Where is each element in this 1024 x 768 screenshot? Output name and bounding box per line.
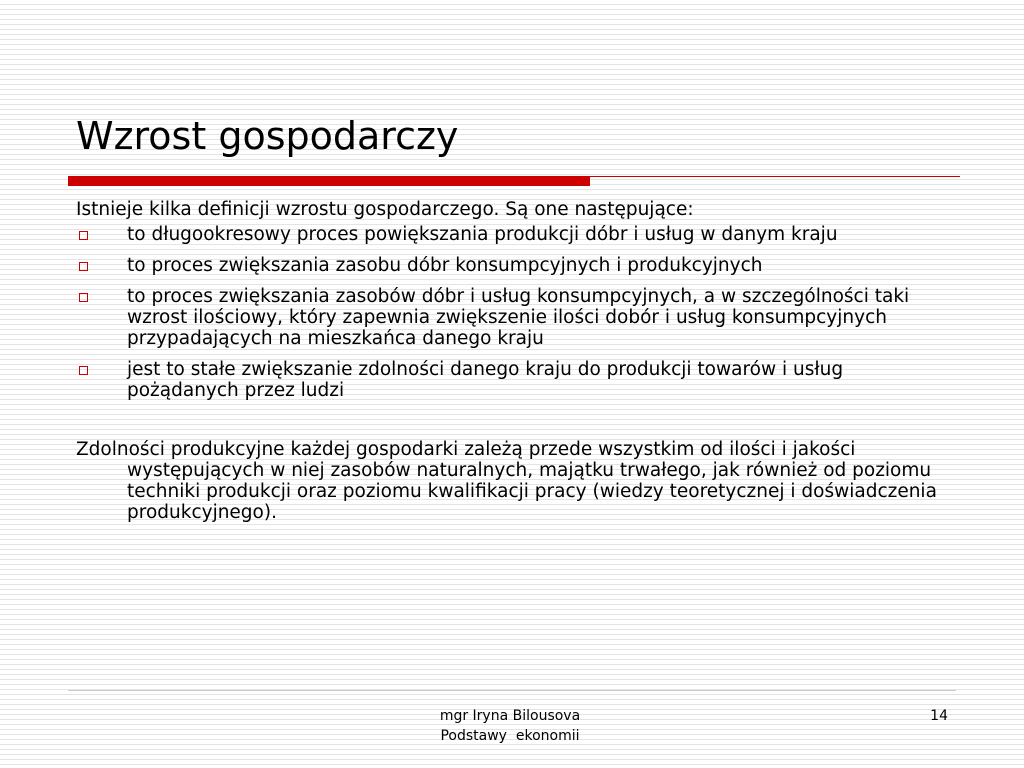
footer-divider	[68, 690, 956, 691]
square-bullet-icon	[79, 293, 88, 302]
square-bullet-icon	[79, 366, 88, 375]
summary-paragraph: Zdolności produkcyjne każdej gospodarki zależą przede wszystkim od ilości i jakości występujących w niej zasobów naturalnych, majątku trwałego, jak również od poziomu techniki produkcji oraz poziomu kwalifikacji pracy (wiedzy teoretycznej i doświadczenia produkcyjnego).	[76, 439, 937, 523]
list-item	[76, 286, 956, 349]
list-item-text: to długookresowy proces powiększania produkcji dóbr i usług w danym kraju	[127, 224, 838, 245]
slide-content	[76, 199, 956, 523]
page-number: 14	[930, 708, 948, 724]
intro-text: Istnieje kilka definicji wzrostu gospodarczego. Są one następujące:	[76, 199, 694, 220]
list-item	[76, 255, 956, 276]
slide-title: Wzrost gospodarczy	[76, 114, 459, 158]
title-underline-line	[590, 176, 960, 177]
title-underline-bar	[68, 176, 590, 186]
list-item	[76, 224, 956, 245]
footer-info	[380, 706, 640, 746]
list-item-text: to proces zwiększania zasobów dóbr i usług konsumpcyjnych, a w szczególności taki wzrost ilościowy, który zapewnia zwiększenie ilości dobór i usług konsumpcyjnych przypadających na mieszkańca danego kraju	[127, 286, 910, 349]
list-item-text: jest to stałe zwiększanie zdolności danego kraju do produkcji towarów i usług pożądanych przez ludzi	[127, 359, 844, 401]
definition-list	[76, 224, 956, 401]
footer-author: mgr Iryna Bilousova	[439, 708, 581, 724]
list-item	[76, 359, 956, 401]
square-bullet-icon	[79, 262, 88, 271]
footer-course: Podstawy ekonomii	[440, 728, 580, 744]
square-bullet-icon	[79, 231, 88, 240]
list-item-text: to proces zwiększania zasobu dóbr konsumpcyjnych i produkcyjnych	[127, 255, 763, 276]
